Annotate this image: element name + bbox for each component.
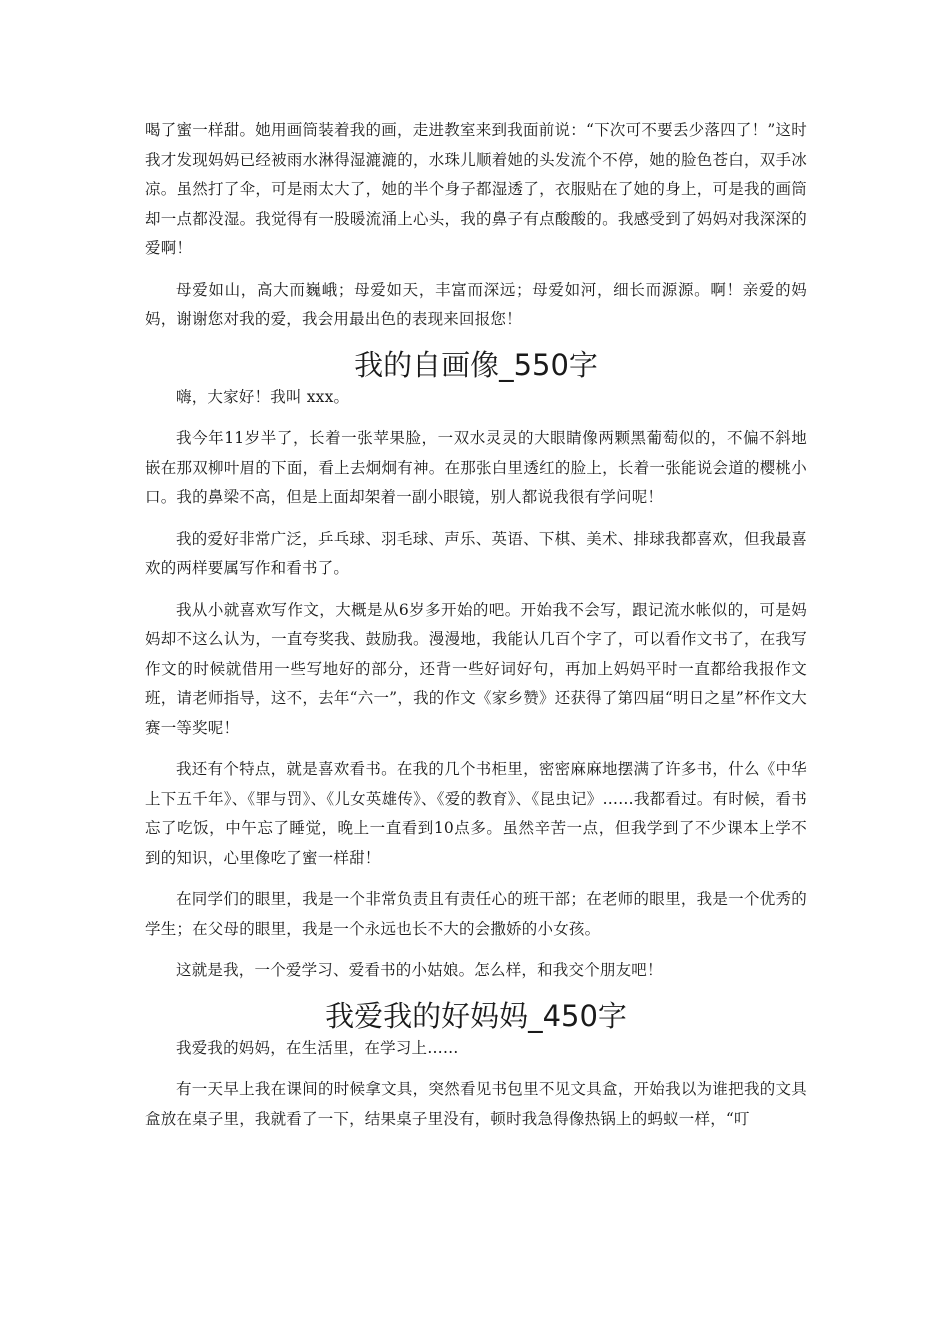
paragraph: 有一天早上我在课间的时候拿文具，突然看见书包里不见文具盒，开始我以为谁把我的文具盒放在桌子里，我就看了一下，结果桌子里没有，顿时我急得像热锅上的蚂蚁一样，“叮 — [145, 1080, 807, 1128]
essay-self-portrait — [145, 383, 807, 986]
essay-my-mom — [145, 1034, 807, 1135]
paragraph: 在同学们的眼里，我是一个非常负责且有责任心的班干部；在老师的眼里，我是一个优秀的学生；在父母的眼里，我是一个永远也长不大的会撒娇的小女孩。 — [145, 890, 807, 938]
previous-essay-ending — [145, 116, 807, 335]
essay-title-self-portrait: 我的自画像_550字 — [354, 347, 598, 382]
paragraph: 我还有个特点，就是喜欢看书。在我的几个书柜里，密密麻麻地摆满了许多书，什么《中华上下五千年》、《罪与罚》、《儿女英雄传》、《爱的教育》、《昆虫记》……我都看过。有时候，看书忘了吃饭，中午忘了睡觉，晚上一直看到10点多。虽然辛苦一点，但我学到了不少课本上学不到的知识，心里像吃了蜜一样甜！ — [145, 760, 807, 867]
paragraph: 我从小就喜欢写作文，大概是从6岁多开始的吧。开始我不会写，跟记流水帐似的，可是妈妈却不这么认为，一直夸奖我、鼓励我。漫漫地，我能认几百个字了，可以看作文书了，在我写作文的时候就借用一些写地好的部分，还背一些好词好句，再加上妈妈平时一直都给我报作文班，请老师指导，这不，去年“六一”，我的作文《家乡赞》还获得了第四届“明日之星”杯作文大赛一等奖呢！ — [145, 600, 807, 737]
paragraph: 我的爱好非常广泛，乒乓球、羽毛球、声乐、英语、下棋、美术、排球我都喜欢，但我最喜欢的两样要属写作和看书了。 — [145, 529, 807, 577]
paragraph: 喝了蜜一样甜。她用画筒装着我的画，走进教室来到我面前说：“下次可不要丢少落四了！”这时我才发现妈妈已经被雨水淋得湿漉漉的，水珠儿顺着她的头发流个不停，她的脸色苍白，双手冰凉。虽然打了伞，可是雨太大了，她的半个身子都湿透了，衣服贴在了她的身上，可是我的画筒却一点都没湿。我觉得有一股暖流涌上心头，我的鼻子有点酸酸的。我感受到了妈妈对我深深的爱啊！ — [145, 121, 807, 257]
paragraph: 嗨，大家好！我叫 xxx。 — [176, 387, 350, 406]
essay-title-my-mom: 我爱我的好妈妈_450字 — [325, 998, 627, 1033]
paragraph: 我今年11岁半了，长着一张苹果脸，一双水灵灵的大眼睛像两颗黑葡萄似的，不偏不斜地嵌在那双柳叶眉的下面，看上去炯炯有神。在那张白里透红的脸上，长着一张能说会道的樱桃小口。我的鼻梁不高，但是上面却架着一副小眼镜，别人都说我很有学问呢！ — [145, 429, 807, 506]
paragraph: 我爱我的妈妈，在生活里，在学习上…… — [176, 1038, 459, 1057]
document-page — [145, 116, 807, 1146]
paragraph: 这就是我，一个爱学习、爱看书的小姑娘。怎么样，和我交个朋友吧！ — [176, 961, 663, 979]
paragraph: 母爱如山，高大而巍峨；母爱如天，丰富而深远；母爱如河，细长而源源。啊！亲爱的妈妈，谢谢您对我的爱，我会用最出色的表现来回报您！ — [145, 280, 807, 328]
